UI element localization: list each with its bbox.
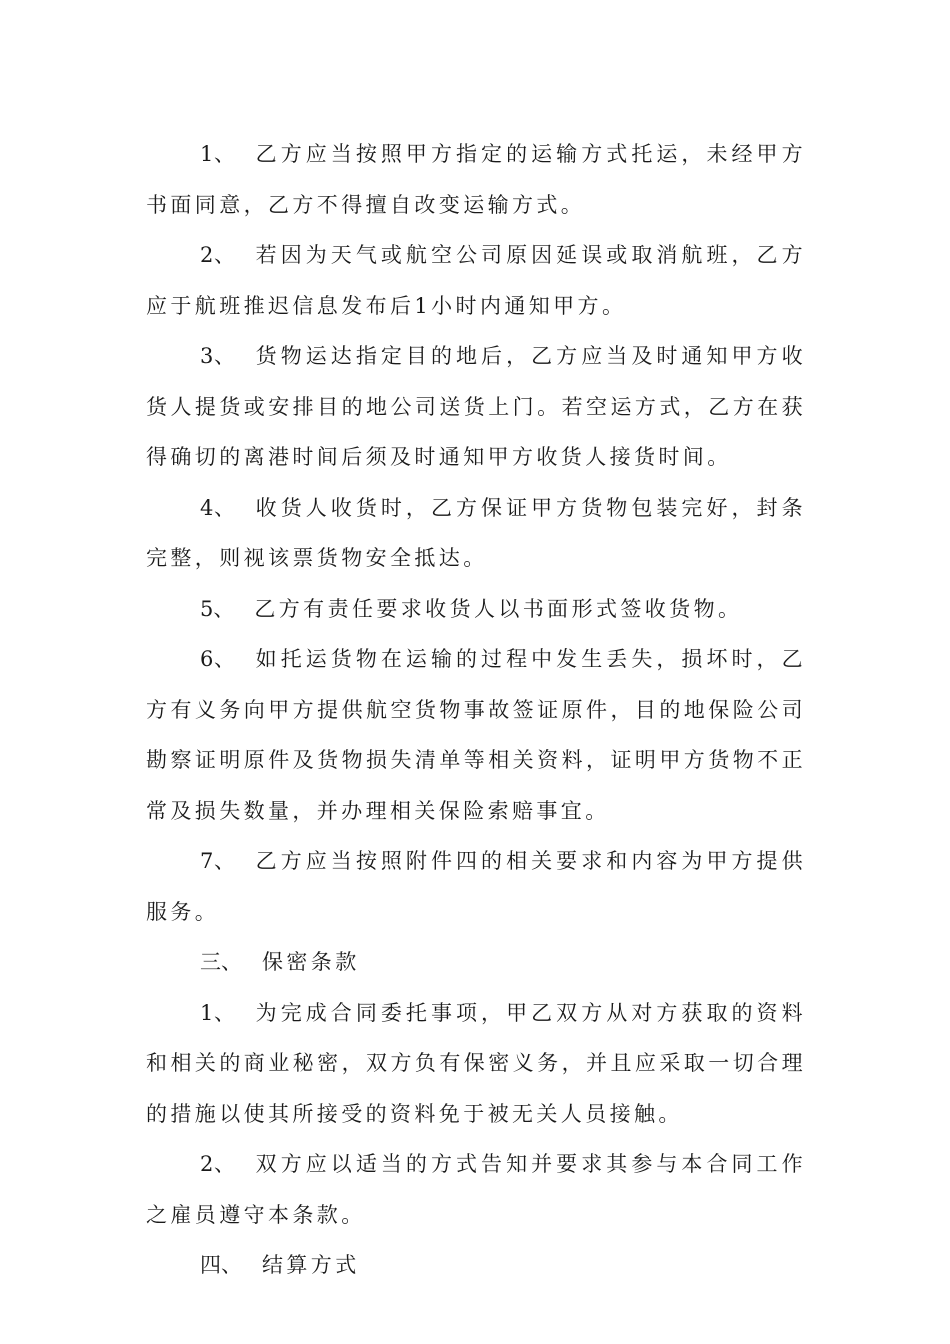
clause-text: 货物运达指定目的地后，乙方应当及时通知甲方收货人提货或安排目的地公司送货上门。若空运方式，乙方在获得确切的离港时间后须及时通知甲方收货人接货时间。 [146,344,806,469]
clause-text: 为完成合同委托事项，甲乙双方从对方获取的资料和相关的商业秘密，双方负有保密义务，并且应采取一切合理的措施以使其所接受的资料免于被无关人员接触。 [146,1000,806,1126]
document-body [146,129,806,1291]
clause-paragraph [146,1139,806,1240]
clause-text: 双方应以适当的方式告知并要求其参与本合同工作之雇员遵守本条款。 [146,1152,806,1227]
clause-paragraph [146,230,806,331]
clause-text: 收货人收货时，乙方保证甲方货物包装完好，封条完整，则视该票货物安全抵达。 [146,495,806,570]
section-number: 三、 [200,950,242,974]
clause-number: 7、 [200,849,236,873]
clause-paragraph [146,988,806,1140]
clause-number: 3、 [200,344,236,368]
clause-number: 2、 [200,1152,236,1176]
clause-text: 乙方应当按照甲方指定的运输方式托运，未经甲方书面同意，乙方不得擅自改变运输方式。 [146,142,806,217]
clause-text: 乙方应当按照附件四的相关要求和内容为甲方提供服务。 [146,849,806,924]
clause-text: 如托运货物在运输的过程中发生丢失，损坏时，乙方有义务向甲方提供航空货物事故签证原件，目的地保险公司勘察证明原件及货物损失清单等相关资料，证明甲方货物不正常及损失数量，并办理相关保险索赔事宜。 [146,647,806,823]
clause-number: 4、 [200,495,236,520]
clause-text: 若因为天气或航空公司原因延误或取消航班，乙方应于航班推迟信息发布后1小时内通知甲方。 [146,243,806,318]
section-heading [146,937,806,988]
clause-number: 5、 [200,596,235,621]
clause-paragraph [146,129,806,230]
section-number: 四、 [200,1253,242,1277]
clause-paragraph [146,836,806,937]
clause-paragraph [146,634,806,836]
clause-paragraph [146,584,806,635]
clause-number: 6、 [200,647,236,671]
section-title: 保密条款 [262,950,360,974]
clause-text: 乙方有责任要求收货人以书面形式签收货物。 [254,596,743,621]
clause-number: 1、 [200,1000,236,1025]
clause-number: 1、 [200,142,236,166]
clause-paragraph [146,483,806,584]
section-heading [146,1240,806,1291]
clause-paragraph [146,331,806,483]
section-title: 结算方式 [262,1253,360,1277]
clause-number: 2、 [200,243,236,267]
